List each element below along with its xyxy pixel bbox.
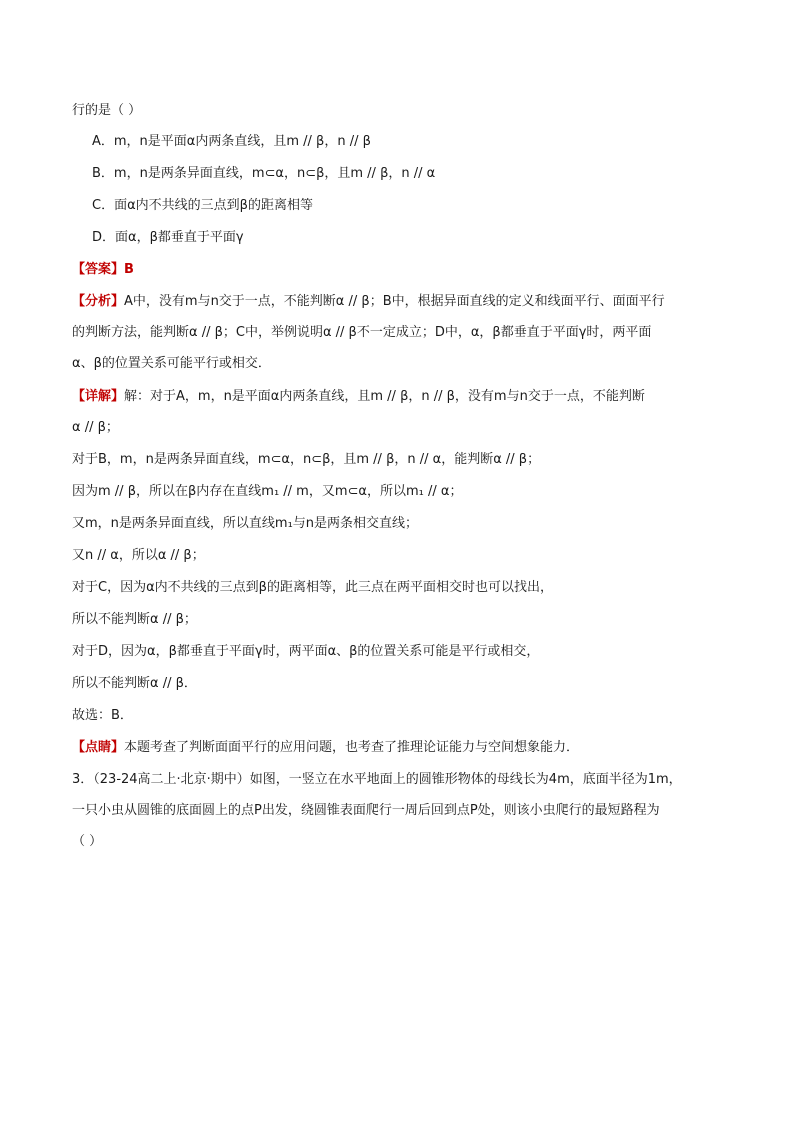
- detail-conclusion: 故选：B．: [72, 708, 133, 723]
- option-c: C．面α内不共线的三点到β的距离相等: [92, 198, 313, 213]
- comment-label: 【点睛】: [72, 740, 125, 755]
- detail-line-10: 所以不能判断α // β．: [72, 676, 197, 691]
- question-stem-tail: 行的是（ ）: [72, 103, 142, 118]
- option-b: B．m，n是两条异面直线，m⊂α，n⊂β，且m // β，n // α: [92, 166, 436, 181]
- analysis-label: 【分析】: [72, 294, 125, 309]
- detail-line-5: 又m，n是两条异面直线，所以直线m₁与n是两条相交直线；: [72, 516, 419, 531]
- detail-line-9: 对于D，因为α，β都垂直于平面γ时，两平面α、β的位置关系可能是平行或相交，: [72, 644, 540, 659]
- detail-line-8: 所以不能判断α // β；: [72, 612, 197, 627]
- answer-line: [72, 260, 732, 280]
- detail-line-4: 因为m // β，所以在β内存在直线m₁ // m，又m⊂α，所以m₁ // α；: [72, 484, 463, 499]
- analysis-line-3: α、β的位置关系可能平行或相交．: [72, 356, 271, 371]
- detail-text-1: 解：对于A，m，n是平面α内两条直线，且m // β，n // β，没有m与n交于一点，不能判断: [124, 389, 645, 404]
- option-d: D．面α，β都垂直于平面γ: [92, 230, 244, 245]
- comment-line: [72, 738, 732, 758]
- analysis-line-2: 的判断方法，能判断α // β；C中，举例说明α // β不一定成立；D中，α，β都垂直于平面γ时，两平面: [72, 325, 652, 340]
- comment-text: 本题考查了判断面面平行的应用问题，也考查了推理论证能力与空间想象能力．: [124, 740, 580, 755]
- detail-line-6: 又n // α，所以α // β；: [72, 548, 205, 563]
- question-3-line-2: 一只小虫从圆锥的底面圆上的点P出发，绕圆锥表面爬行一周后回到点P处，则该小虫爬行的最短路程为: [72, 803, 660, 818]
- detail-line-7: 对于C，因为α内不共线的三点到β的距离相等，此三点在两平面相交时也可以找出，: [72, 580, 553, 595]
- detail-line-2: α // β；: [72, 420, 119, 435]
- detail-line-3: 对于B，m，n是两条异面直线，m⊂α，n⊂β，且m // β，n // α，能判断α // β；: [72, 452, 541, 467]
- analysis-line-1: [72, 292, 732, 312]
- question-3-line-3: （ ）: [72, 834, 103, 849]
- answer-value: B: [124, 262, 134, 277]
- answer-label: 【答案】: [72, 262, 125, 277]
- detail-label: 【详解】: [72, 389, 125, 404]
- detail-line-1: [72, 387, 732, 407]
- question-3-line-1: 3．（23-24高二上·北京·期中）如图，一竖立在水平地面上的圆锥形物体的母线长为4m，底面半径为1m，: [72, 772, 682, 787]
- option-a: A．m，n是平面α内两条直线，且m // β，n // β: [92, 134, 371, 149]
- analysis-text-1: A中，没有m与n交于一点，不能判断α // β；B中，根据异面直线的定义和线面平行、面面平行: [124, 294, 665, 309]
